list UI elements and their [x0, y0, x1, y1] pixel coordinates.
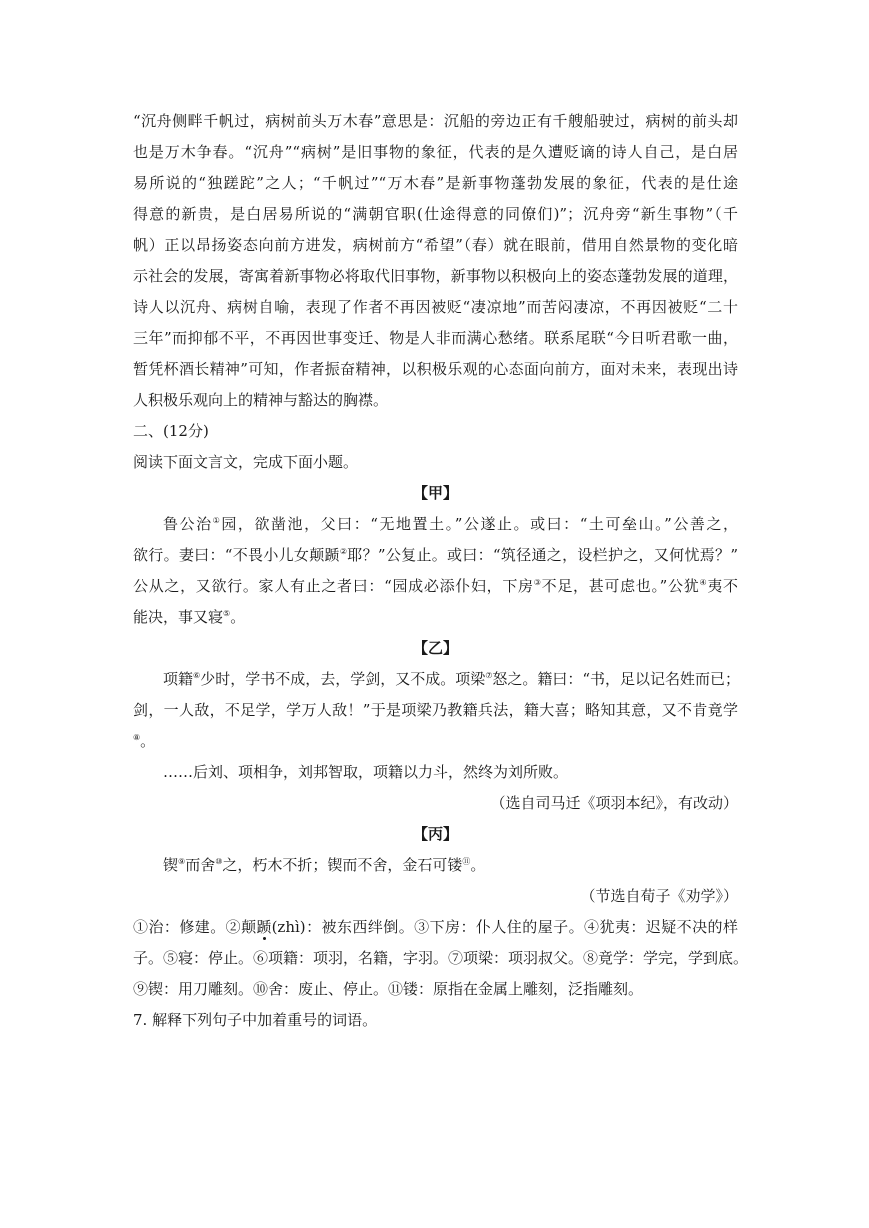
question-7: 7. 解释下列句子中加着重号的词语。	[133, 1011, 378, 1029]
analysis-line: 示社会的发展，寄寓着新事物必将取代旧事物，新事物以积极向上的姿态蓬勃发展的道理，	[133, 267, 738, 285]
section-heading: 二、(12分)	[133, 422, 209, 440]
passage-bing-source: （节选自荀子《劝学》）	[580, 887, 738, 905]
passage-bing-line: 锲⑨而舍⑩之，朽木不折；锲而不舍，金石可镂⑪。	[163, 856, 486, 874]
analysis-line: “沉舟侧畔千帆过，病树前头万木春”意思是：沉船的旁边正有千艘船驶过，病树的前头却	[133, 112, 738, 130]
footnotes-line: ⑨锲：用刀雕刻。⑩舍：废止、停止。⑪镂：原指在金属上雕刻，泛指雕刻。	[133, 980, 644, 998]
passage-yi-line: 项籍⑥少时，学书不成，去，学剑，又不成。项梁⑦怒之。籍曰：“书，足以记名姓而已；	[163, 670, 741, 688]
passage-yi-line: 剑，一人敌，不足学，学万人敌！”于是项梁乃教籍兵法，籍大喜；略知其意，又不肯竟学	[133, 701, 738, 719]
reading-instruction: 阅读下面文言文，完成下面小题。	[133, 453, 359, 471]
analysis-line: 暂凭杯酒长精神”可知，作者振奋精神，以积极乐观的心态面向前方，面对未来，表现出诗	[133, 360, 738, 378]
passage-yi-source: （选自司马迁《项羽本纪》，有改动）	[490, 794, 738, 812]
analysis-line: 得意的新贵，是白居易所说的“满朝官职(仕途得意的同僚们)”；沉舟旁“新生事物”（千	[133, 205, 738, 223]
passage-bing-title: 【丙】	[412, 825, 458, 843]
analysis-line: 三年”而抑郁不平，不再因世事变迁、物是人非而满心愁绪。联系尾联“今日听君歌一曲，	[133, 329, 738, 347]
emphasis-dot-char: 踬	[256, 918, 272, 936]
passage-jia-line: 鲁公治①园，欲凿池，父曰：“无地置土。”公遂止。或曰：“土可垒山。”公善之，	[163, 515, 738, 533]
passage-yi-line: ⑧。	[133, 732, 156, 750]
analysis-line: 也是万木争春。“沉舟”“病树”是旧事物的象征，代表的是久遭贬谪的诗人自己，是白居	[133, 143, 738, 161]
analysis-line: 帆）正以昂扬姿态向前方进发，病树前方“希望”（春）就在眼前，借用自然景物的变化暗	[133, 236, 738, 254]
analysis-line: 诗人以沉舟、病树自喻，表现了作者不再因被贬“凄凉地”而苦闷凄凉，不再因被贬“二十	[133, 298, 738, 316]
passage-jia-title: 【甲】	[412, 484, 458, 502]
passage-jia-line: 欲行。妻曰：“不畏小儿女颠踬②耶？”公复止。或曰：“筑径通之，设栏护之，又何忧焉？”	[133, 546, 739, 564]
passage-jia-line: 能决，事又寝⑤。	[133, 608, 246, 626]
footnotes-line: ①治：修建。②颠踬(zhì)：被东西绊倒。③下房：仆人住的屋子。④犹夷：迟疑不决的样	[133, 918, 738, 936]
passage-yi-title: 【乙】	[412, 639, 458, 657]
passage-jia-line: 公从之，又欲行。家人有止之者曰：“园成必添仆妇，下房③不足，甚可虑也。”公犹④夷不	[133, 577, 739, 595]
passage-yi-line: ……后刘、项相争，刘邦智取，项籍以力斗，然终为刘所败。	[163, 763, 569, 781]
analysis-line: 人积极乐观向上的精神与豁达的胸襟。	[133, 391, 389, 409]
analysis-line: 易所说的“独蹉跎”之人；“千帆过”“万木春”是新事物蓬勃发展的象征，代表的是仕途	[133, 174, 738, 192]
footnotes-line: 子。⑤寝：停止。⑥项籍：项羽，名籍，字羽。⑦项梁：项羽叔父。⑧竟学：学完，学到底。	[133, 949, 749, 967]
